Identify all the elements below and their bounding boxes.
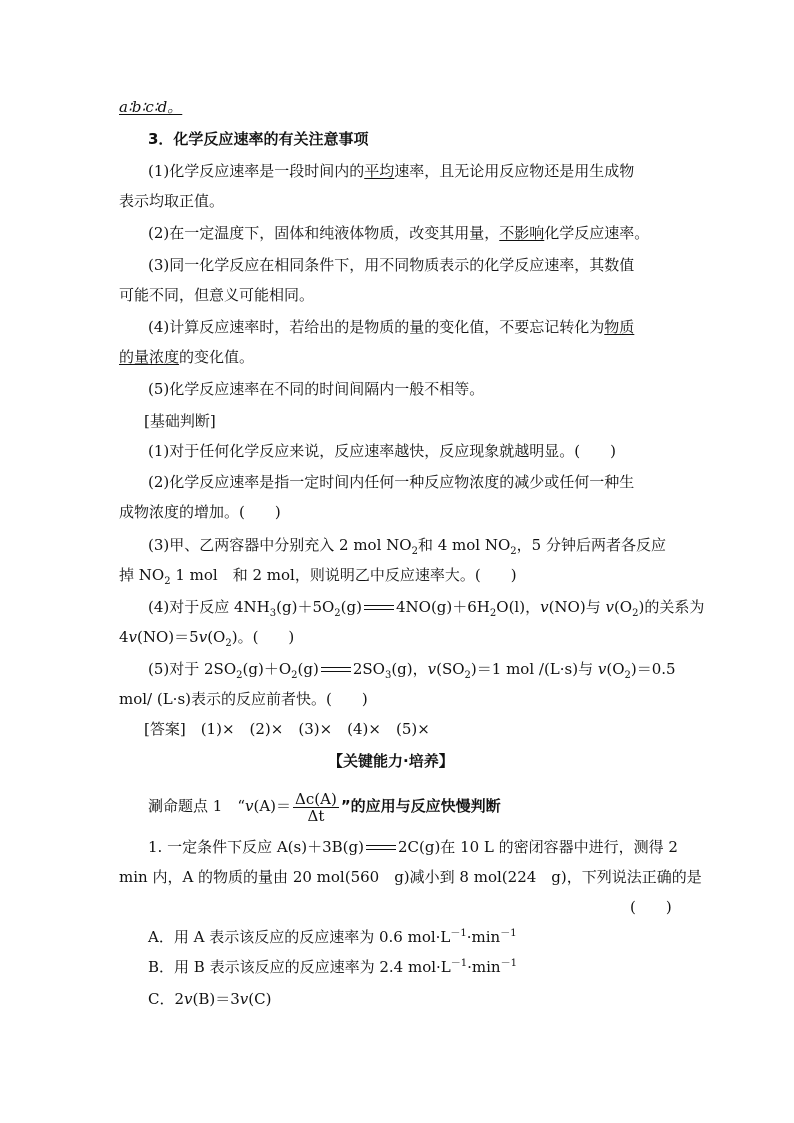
note-2: (2)在一定温度下，固体和纯液体物质，改变其用量，不影响化学反应速率。 [148, 224, 650, 242]
notes-heading: 3．化学反应速率的有关注意事项 [148, 130, 369, 148]
rate-fraction: $\frac{\Delta c(A)}{\Delta t}$ [295, 789, 337, 825]
option-b: B．用 B 表示该反应的反应速率为 2.4 $mol\cdot L^{-1}\cdot\min^{-1}$ [148, 958, 517, 976]
intro-tail: a∶b∶c∶d。 [119, 98, 183, 116]
note-5: (5)化学反应速率在不同的时间间隔内一般不相等。 [148, 380, 485, 398]
answer-paren: ( ) [630, 898, 672, 916]
equilibrium-arrow-icon [321, 665, 351, 675]
basic-q5-cont: mol/ (L·s)表示的反应前者快。( ) [119, 690, 368, 708]
note-1: (1)化学反应速率是一段时间内的平均速率，且无论用反应物还是用生成物 [148, 162, 635, 180]
basic-q3-cont: 掉 $NO_2$ 1 mol 和 2 mol，则说明乙中反应速率大。( ) [119, 566, 517, 587]
basic-q3: (3)甲、乙两容器中分别充入 2 mol $NO_2$和 4 mol $NO_2$，5 分钟后两者各反应 [148, 536, 666, 557]
basic-q5: (5)对于 $2SO_2(g)+O_2(g)$ $2SO_3(g)$，$v(SO_2)=1$ mol /(L·s)与 $v(O_2)=0.5$ [148, 660, 676, 681]
basic-answer: [答案] (1)× (2)× (3)× (4)× (5)× [144, 720, 430, 738]
basic-q2-cont: 成物浓度的增加。( ) [119, 503, 281, 521]
basic-q2: (2)化学反应速率是指一定时间内任何一种反应物浓度的减少或任何一种生 [148, 473, 635, 491]
note-1-cont: 表示均取正值。 [119, 192, 225, 210]
basic-q1: (1)对于任何化学反应来说，反应速率越快，反应现象就越明显。( ) [148, 442, 616, 460]
note-3-cont: 可能不同，但意义可能相同。 [119, 286, 315, 304]
problem-1-cont: min 内，A 的物质的量由 20 mol(560 g)减小到 8 mol(224 g)，下列说法正确的是 [119, 868, 702, 886]
note-4: (4)计算反应速率时，若给出的是物质的量的变化值，不要忘记转化为物质 [148, 318, 635, 336]
problem-1: 1. 一定条件下反应 A(s)＋3B(g) 2C(g)在 10 L 的密闭容器中进行，测得 2 [148, 838, 678, 856]
equals-arrow-icon [364, 604, 394, 612]
basic-q4-cont: $4v(NO)=5v(O_2)$。( ) [119, 628, 295, 649]
note-4-cont: 的量浓度的变化值。 [119, 348, 255, 366]
section-heading: 【关键能力·培养】 [328, 752, 454, 770]
basic-heading: [基础判断] [144, 412, 216, 430]
basic-q4: (4)对于反应 $4NH_3(g)+5O_2(g)$ $4NO(g)+6H_2O(l)$，v(NO)与 $v(O_2)$的关系为 [148, 598, 705, 619]
option-a: A．用 A 表示该反应的反应速率为 0.6 $mol\cdot L^{-1}\cdot\min^{-1}$ [148, 928, 517, 946]
topic-line: 涮命题点 1 “v(A)＝ $\frac{\Delta c(A)}{\Delta t}$ ”的应用与反应快慢判断 [148, 789, 501, 825]
equilibrium-arrow-icon [366, 843, 396, 853]
note-3: (3)同一化学反应在相同条件下，用不同物质表示的化学反应速率，其数值 [148, 256, 635, 274]
option-c: C．2v(B)＝3v(C) [148, 990, 272, 1008]
